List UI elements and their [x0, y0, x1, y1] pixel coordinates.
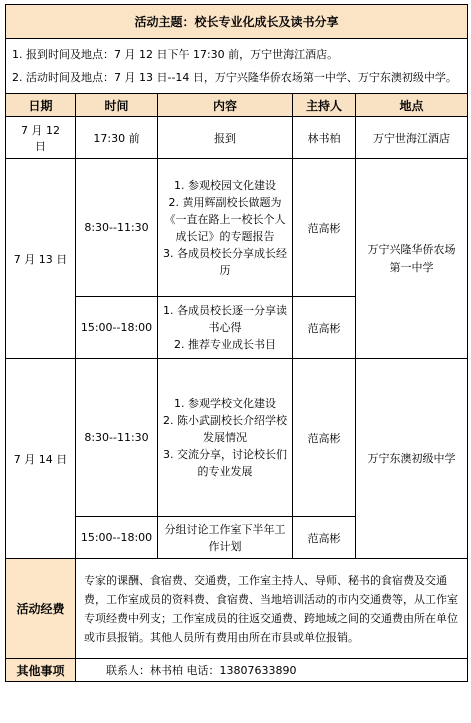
day2-s1-content [158, 159, 293, 297]
day3-s1-content [158, 359, 293, 517]
day2-s2-time: 15:00--18:00 [76, 297, 158, 359]
schedule-table [5, 4, 468, 682]
other-label: 其他事项 [6, 659, 76, 682]
list-item: 2. 推荐专业成长书目 [174, 338, 276, 351]
day2-place: 万宁兴隆华侨农场第一中学 [356, 159, 468, 359]
day3-s2-content [158, 517, 293, 559]
info-section [6, 39, 468, 94]
table-row [6, 159, 468, 297]
table-row [6, 659, 468, 682]
contact-info: 联系人：林书柏 电话：13807633890 [106, 664, 297, 677]
other-content [76, 659, 468, 682]
list-item: 1. 参观学校文化建设 [174, 397, 276, 410]
header-date: 日期 [6, 94, 76, 117]
day3-date: 7 月 14 日 [6, 359, 76, 559]
day3-s1-time: 8:30--11:30 [76, 359, 158, 517]
day1-content: 报到 [158, 117, 293, 159]
day1-place: 万宁世海江酒店 [356, 117, 468, 159]
day3-s1-host: 范高彬 [293, 359, 356, 517]
list-item: 分组讨论工作室下半年工作计划 [164, 522, 286, 553]
header-place: 地点 [356, 94, 468, 117]
header-host: 主持人 [293, 94, 356, 117]
list-item: 2. 黄用辉副校长做题为《一直在路上一校长个人成长记》的专题报告 [164, 195, 286, 243]
fees-text: 专家的课酬、食宿费、交通费，工作室主持人、导师、秘书的食宿费及交通费，工作室成员的资料费、食宿费、当地培训活动的市内交通费等，从工作室专项经费中列支；工作室成员的往返交通费、跨地域之间的交通费由所在单位或市县报销。其他人员所有费用由所在市县或单位报销。 [76, 559, 468, 659]
day1-date: 7 月 12 日 [6, 117, 76, 159]
table-row [6, 359, 468, 517]
info-activity: 2. 活动时间及地点：7 月 13 日--14 日，万宁兴隆华侨农场第一中学、万宁东澳初级中学。 [12, 71, 457, 84]
header-content: 内容 [158, 94, 293, 117]
fees-label: 活动经费 [6, 559, 76, 659]
table-row [6, 559, 468, 659]
day1-time: 17:30 前 [76, 117, 158, 159]
info-registration: 1. 报到时间及地点：7 月 12 日下午 17:30 前，万宁世海江酒店。 [12, 48, 339, 61]
list-item: 3. 交流分享，讨论校长们的专业发展 [163, 448, 287, 478]
list-item: 2. 陈小武副校长介绍学校发展情况 [163, 414, 287, 444]
day2-s1-host: 范高彬 [293, 159, 356, 297]
day2-date: 7 月 13 日 [6, 159, 76, 359]
day2-s1-time: 8:30--11:30 [76, 159, 158, 297]
day2-s2-content [158, 297, 293, 359]
list-item: 1. 各成员校长逐一分享读书心得 [163, 304, 287, 334]
day3-place: 万宁东澳初级中学 [356, 359, 468, 559]
day3-s2-host: 范高彬 [293, 517, 356, 559]
day2-s2-host: 范高彬 [293, 297, 356, 359]
list-item: 3. 各成员校长分享成长经历 [163, 246, 287, 277]
header-time: 时间 [76, 94, 158, 117]
page-title: 活动主题：校长专业化成长及读书分享 [6, 5, 468, 39]
list-item: 1. 参观校园文化建设 [174, 178, 276, 192]
day1-host: 林书柏 [293, 117, 356, 159]
day3-s2-time: 15:00--18:00 [76, 517, 158, 559]
table-row [6, 117, 468, 159]
